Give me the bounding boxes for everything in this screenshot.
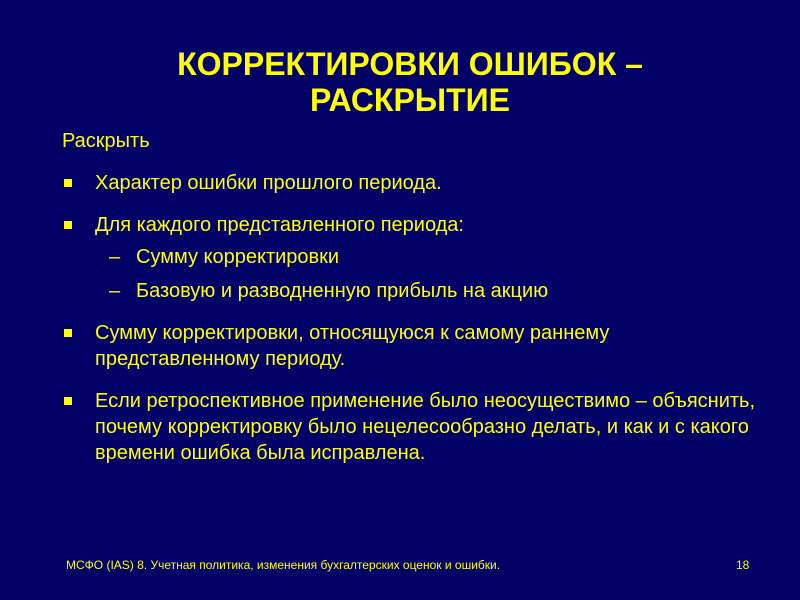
square-bullet-icon [64, 397, 72, 405]
sub-bullet-item [95, 244, 762, 270]
bullet-item [62, 320, 762, 372]
square-bullet-icon [64, 329, 72, 337]
bullet-item [62, 212, 762, 304]
slide-title-line-2: РАСКРЫТИЕ [309, 82, 511, 118]
bullet-item [62, 170, 762, 196]
dash-bullet-icon: – [109, 280, 121, 302]
sub-bullet-text: Сумму корректировки [136, 246, 340, 268]
bullet-list [62, 170, 762, 482]
bullet-text: Если ретроспективное применение было неосуществимо – объяснить, почему корректировку было нецелесообразно делать, и как и с какого времени ошибка была исправлена. [95, 390, 756, 464]
slide-title [40, 46, 780, 118]
sub-bullet-text: Базовую и разводненную прибыль на акцию [136, 280, 549, 302]
slide-footer: МСФО (IAS) 8. Учетная политика, изменения бухгалтерских оценок и ошибки. [66, 558, 501, 572]
square-bullet-icon [64, 179, 72, 187]
dash-bullet-icon: – [109, 246, 121, 268]
square-bullet-icon [64, 221, 72, 229]
bullet-text: Для каждого представленного периода: [95, 214, 464, 236]
bullet-item [62, 388, 762, 466]
intro-text: Раскрыть [62, 130, 150, 152]
bullet-text: Сумму корректировки, относящуюся к самому раннему представленному периоду. [95, 322, 610, 370]
sub-bullet-list [95, 244, 762, 304]
bullet-text: Характер ошибки прошлого периода. [95, 172, 442, 194]
page-number: 18 [736, 558, 750, 572]
slide-title-line-1: КОРРЕКТИРОВКИ ОШИБОК – [177, 46, 643, 82]
sub-bullet-item [95, 278, 762, 304]
